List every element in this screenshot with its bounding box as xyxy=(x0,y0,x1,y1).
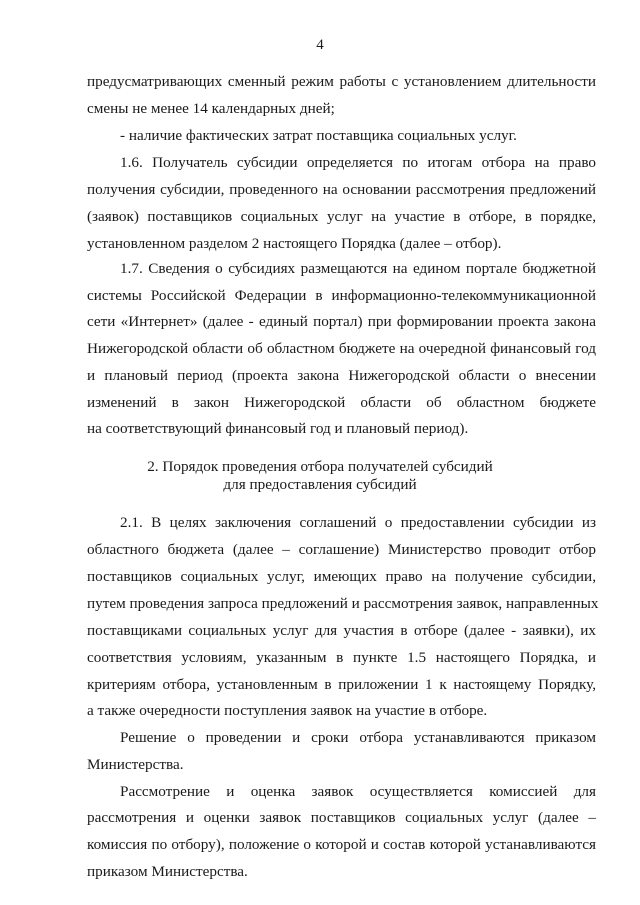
text-line: путем проведения запроса предложений и рассмотрения заявок, направленных xyxy=(87,595,599,612)
text-line: - наличие фактических затрат поставщика социальных услуг. xyxy=(120,127,517,144)
text-line: Министерства. xyxy=(87,756,184,773)
section-heading-line-1: 2. Порядок проведения отбора получателей субсидий xyxy=(147,458,493,475)
text-line: на соответствующий финансовый год и плановый период). xyxy=(87,420,469,437)
text-line: приказом Министерства. xyxy=(87,863,248,880)
text-line: установленном разделом 2 настоящего Порядка (далее – отбор). xyxy=(87,235,502,252)
text-line: комиссия по отбору), положение о которой и состав которой устанавливаются xyxy=(87,836,596,853)
text-line: поставщиков социальных услуг, имеющих право на получение субсидии, xyxy=(87,568,596,585)
text-line: 1.7. Сведения о субсидиях размещаются на едином портале бюджетной xyxy=(120,260,596,277)
text-line: поставщиками социальных услуг для участия в отборе (далее - заявки), их xyxy=(87,622,596,639)
page-number: 4 xyxy=(316,37,324,53)
text-line: а также очередности поступления заявок на участие в отборе. xyxy=(87,702,488,719)
text-line: системы Российской Федерации в информационно-телекоммуникационной xyxy=(87,287,596,304)
text-line: сети «Интернет» (далее - единый портал) при формировании проекта закона xyxy=(87,313,596,330)
text-line: Решение о проведении и сроки отбора устанавливаются приказом xyxy=(120,729,596,746)
text-line: изменений в закон Нижегородской области об областном бюджете xyxy=(87,394,596,411)
section-heading-line-2: для предоставления субсидий xyxy=(223,476,417,493)
text-line: 1.6. Получатель субсидии определяется по итогам отбора на право xyxy=(120,154,596,171)
text-line: Нижегородской области об областном бюджете на очередной финансовый год xyxy=(87,340,596,357)
text-line: критериям отбора, установленным в приложении 1 к настоящему Порядку, xyxy=(87,676,596,693)
text-line: и плановый период (проекта закона Нижегородской области о внесении xyxy=(87,367,596,384)
text-line: Рассмотрение и оценка заявок осуществляется комиссией для xyxy=(120,783,596,800)
text-line: получения субсидии, проведенного на основании рассмотрения предложений xyxy=(87,181,596,198)
text-line: 2.1. В целях заключения соглашений о предоставлении субсидии из xyxy=(120,514,596,531)
text-line: смены не менее 14 календарных дней; xyxy=(87,100,335,117)
text-line: рассмотрения и оценки заявок поставщиков социальных услуг (далее – xyxy=(87,809,596,826)
text-line: предусматривающих сменный режим работы с установлением длительности xyxy=(87,73,596,90)
text-line: областного бюджета (далее – соглашение) Министерство проводит отбор xyxy=(87,541,596,558)
text-line: (заявок) поставщиков социальных услуг на участие в отборе, в порядке, xyxy=(87,208,596,225)
text-line: соответствия условиям, указанным в пункте 1.5 настоящего Порядка, и xyxy=(87,649,596,666)
